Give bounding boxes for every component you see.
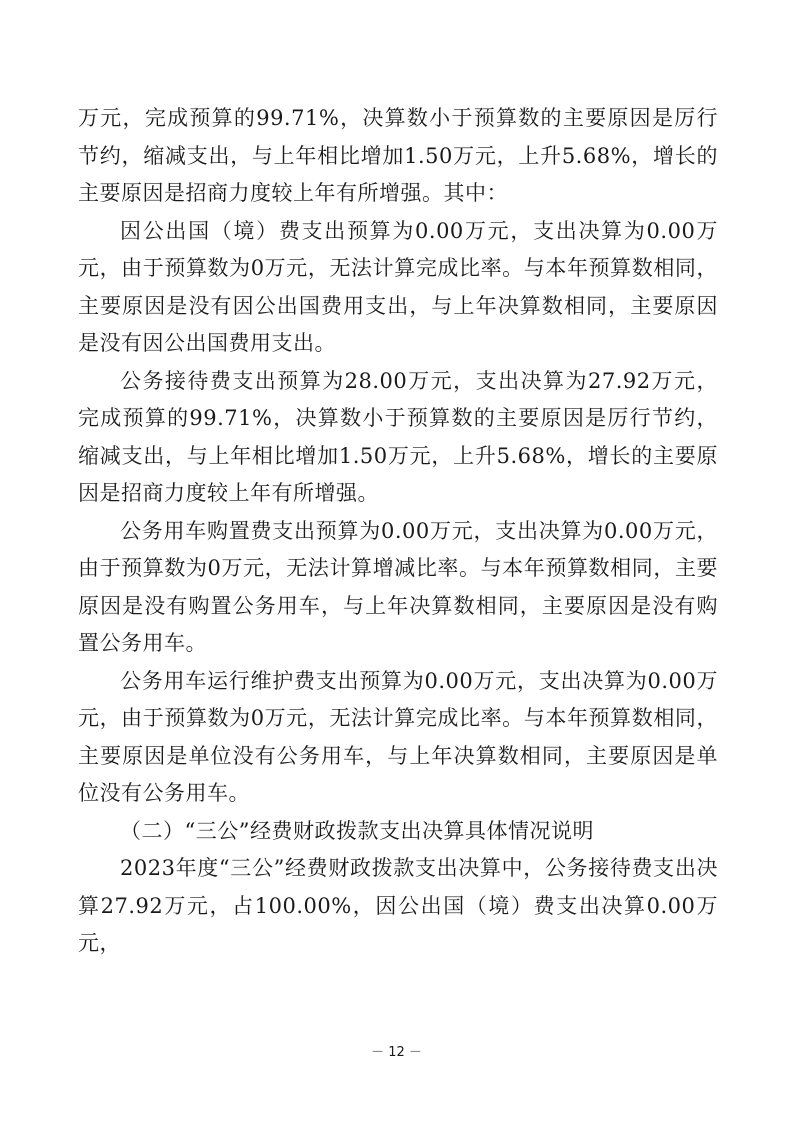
page-number: － 12 － bbox=[371, 1045, 422, 1060]
paragraph-final: 2023年度“三公”经费财政拨款支出决算中，公务接待费支出决算27.92万元，占100.00%，因公出国（境）费支出决算0.00万元， bbox=[78, 856, 718, 955]
document-body bbox=[78, 100, 718, 963]
section-heading: （二）“三公”经费财政拨款支出决算具体情况说明 bbox=[120, 818, 594, 843]
paragraph-vehicle-operation: 公务用车运行维护费支出预算为0.00万元，支出决算为0.00万元，由于预算数为0万元，无法计算完成比率。与本年预算数相同，主要原因是单位没有公务用车，与上年决算数相同，主要原因是单位没有公务用车。 bbox=[78, 668, 718, 805]
paragraph-vehicle-purchase: 公务用车购置费支出预算为0.00万元，支出决算为0.00万元，由于预算数为0万元，无法计算增减比率。与本年预算数相同，主要原因是没有购置公务用车，与上年决算数相同，主要原因是没有购置公务用车。 bbox=[78, 518, 718, 655]
paragraph-continuation: 万元，完成预算的99.71%，决算数小于预算数的主要原因是厉行节约，缩减支出，与上年相比增加1.50万元，上升5.68%，增长的主要原因是招商力度较上年有所增强。其中： bbox=[78, 106, 718, 205]
paragraph-reception: 公务接待费支出预算为28.00万元，支出决算为27.92万元，完成预算的99.71%，决算数小于预算数的主要原因是厉行节约，缩减支出，与上年相比增加1.50万元，上升5.68%，增长的主要原因是招商力度较上年有所增强。 bbox=[78, 368, 718, 505]
paragraph-overseas-travel: 因公出国（境）费支出预算为0.00万元，支出决算为0.00万元，由于预算数为0万元，无法计算完成比率。与本年预算数相同，主要原因是没有因公出国费用支出，与上年决算数相同，主要原因是没有因公出国费用支出。 bbox=[78, 218, 718, 355]
